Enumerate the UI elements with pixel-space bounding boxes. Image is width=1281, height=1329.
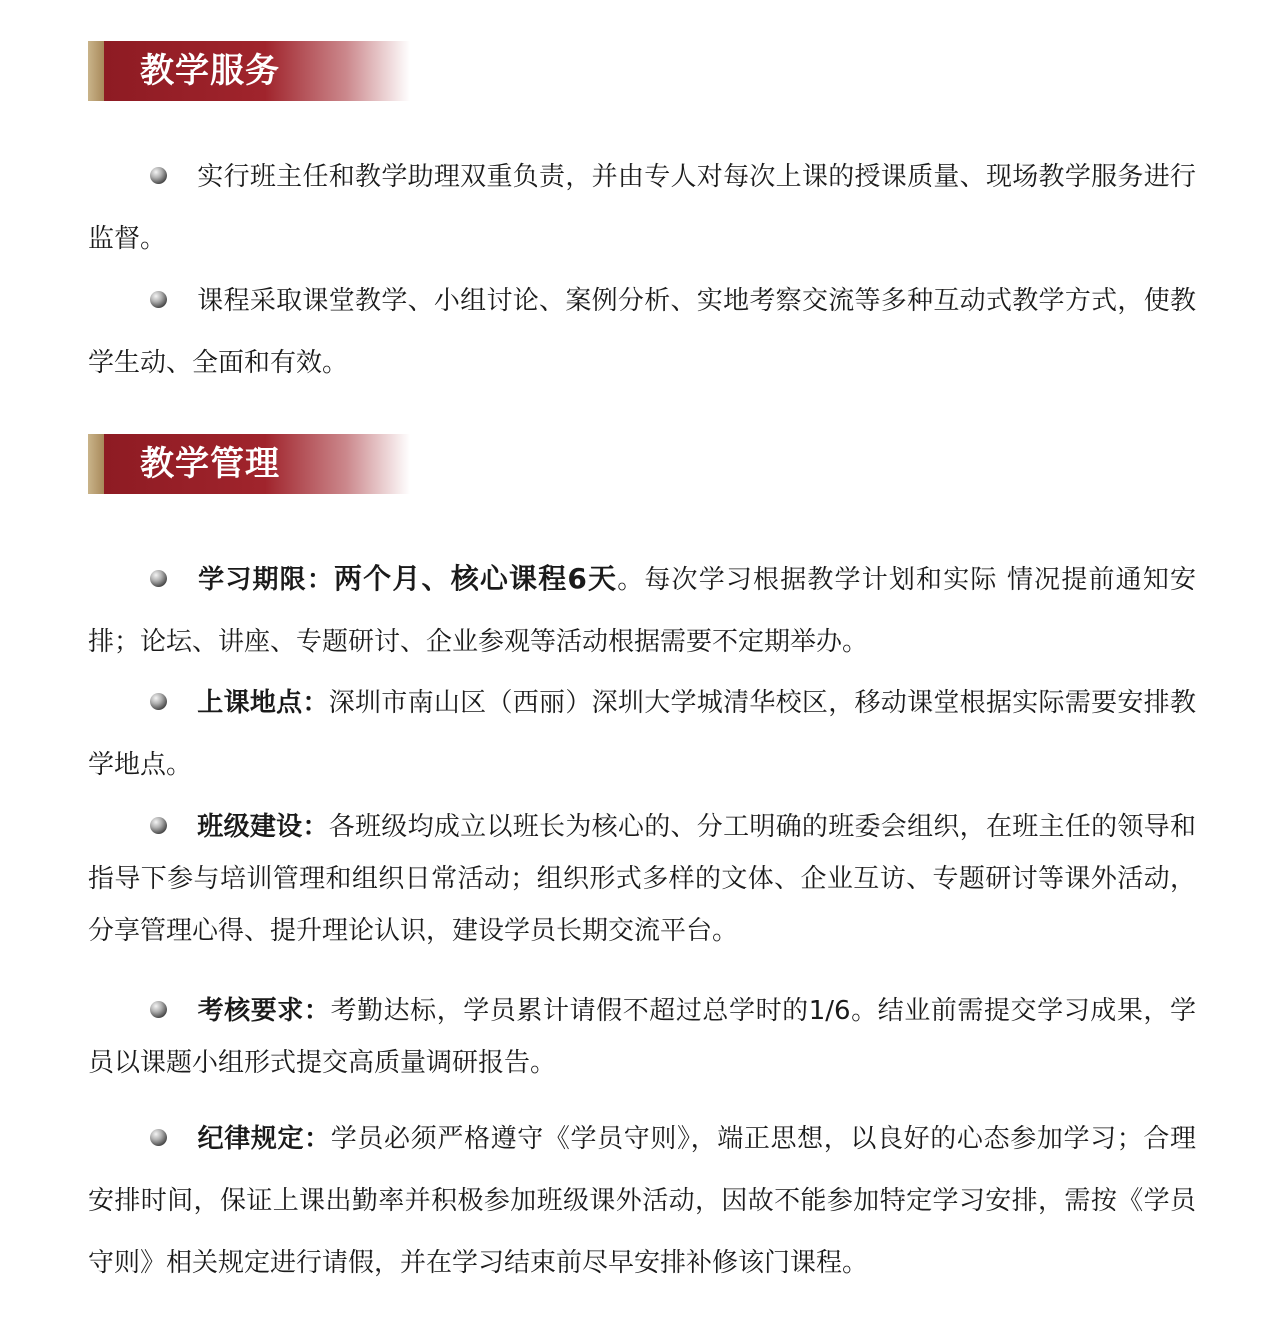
bullet-icon	[150, 291, 167, 308]
section-header-teaching-management	[88, 434, 410, 494]
section-title: 教学管理	[140, 444, 280, 484]
bullet-icon	[150, 1001, 167, 1018]
item-label: 纪律规定：	[197, 1124, 331, 1154]
item-text: 。结业前需提交学习成果，学员以课题小组形式提交高质量调研报告。	[88, 996, 1196, 1078]
item-text: 实行班主任和教学助理双重负责，并由专人对每次上课的授课质量、现场教学服务进行监督。	[88, 162, 1196, 254]
list-item	[88, 672, 1196, 796]
item-fraction: 1/6	[808, 996, 851, 1026]
bullet-icon	[150, 570, 167, 587]
section-header-teaching-service	[88, 41, 410, 101]
header-accent-bar	[88, 434, 104, 494]
list-item	[88, 548, 1196, 673]
item-text: 课程采取课堂教学、小组讨论、案例分析、实地考察交流等多种互动式教学方式，使教学生动、全面和有效。	[88, 286, 1196, 378]
item-label: 考核要求：	[197, 996, 331, 1026]
item-text: 各班级均成立以班长为核心的、分工明确的班委会组织，在班主任的领导和指导下参与培训管理和组织日常活动；组织形式多样的文体、企业互访、专题研讨等课外活动，分享管理心得、提升理论认识，建设学员长期交流平台。	[88, 812, 1196, 946]
item-text: 考勤达标，学员累计请假不超过总学时的	[330, 996, 809, 1026]
bullet-icon	[150, 693, 167, 710]
list-item	[88, 985, 1196, 1089]
item-emphasis: 两个月、核心课程6天	[334, 562, 618, 595]
item-label: 上课地点：	[197, 688, 329, 718]
item-text: 深圳市南山区（西丽）深圳大学城清华校区，移动课堂根据实际需要安排教学地点。	[88, 688, 1196, 780]
bullet-icon	[150, 167, 167, 184]
item-label: 学习期限：	[197, 565, 335, 595]
bullet-icon	[150, 1129, 167, 1146]
list-item	[88, 801, 1196, 957]
list-item	[88, 270, 1196, 394]
item-text: 学员必须严格遵守《学员守则》，端正思想，以良好的心态参加学习；合理安排时间，保证上课出勤率并积极参加班级课外活动，因故不能参加特定学习安排，需按《学员守则》相关规定进行请假，并在学习结束前尽早安排补修该门课程。	[88, 1124, 1196, 1278]
header-accent-bar	[88, 41, 104, 101]
item-text: 。每次学习根据教学计划和实际 情况提前通知安排；论坛、讲座、专题研讨、企业参观等活动根据需要不定期举办。	[88, 565, 1196, 657]
bullet-icon	[150, 817, 167, 834]
list-item	[88, 146, 1196, 270]
section-title: 教学服务	[140, 51, 280, 91]
item-label: 班级建设：	[197, 812, 329, 842]
list-item	[88, 1108, 1196, 1294]
